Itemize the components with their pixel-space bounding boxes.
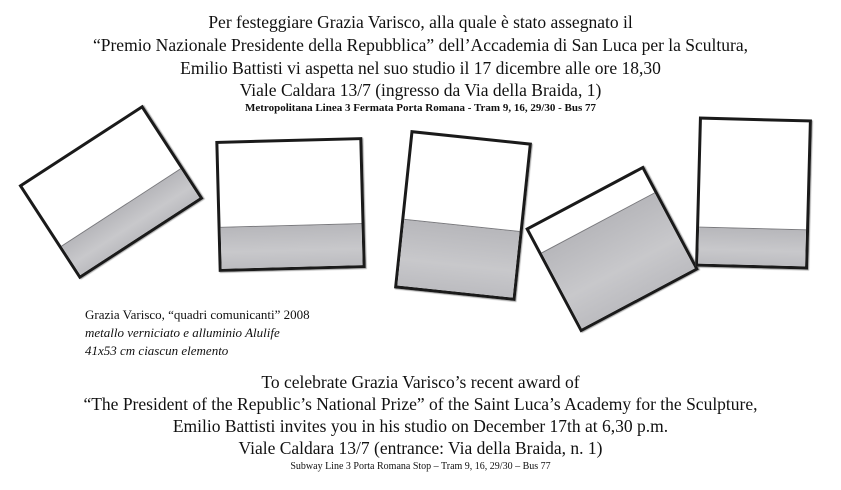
invitation-it-address: Viale Caldara 13/7 (ingresso da Via della Braida, 1)	[239, 80, 602, 100]
invitation-en-line-1: To celebrate Grazia Varisco’s recent award of	[261, 372, 580, 392]
artwork-panel-5	[695, 117, 812, 270]
invitation-en-address: Viale Caldara 13/7 (entrance: Via della Braida, n. 1)	[238, 438, 603, 458]
invitation-it-line-2: “Premio Nazionale Presidente della Repubblica” dell’Accademia di San Luca per la Scultura,	[92, 35, 749, 55]
invitation-en-line-3: Emilio Battisti invites you in his studio on December 17th at 6,30 p.m.	[172, 416, 669, 436]
invitation-it-line-3: Emilio Battisti vi aspetta nel suo studio il 17 dicembre alle ore 18,30	[180, 58, 661, 78]
caption-materials: metallo verniciato e alluminio Alulife	[85, 325, 280, 340]
invitation-it-transport: Metropolitana Linea 3 Fermata Porta Romana - Tram 9, 16, 29/30 - Bus 77	[244, 102, 597, 114]
artwork-caption	[85, 306, 310, 360]
artwork-panel-3	[394, 130, 532, 301]
artwork-panel-2	[215, 137, 365, 272]
caption-dimensions: 41x53 cm ciascun elemento	[85, 343, 229, 358]
invitation-en-line-2: “The President of the Republic’s National Prize” of the Saint Luca’s Academy for the Sculpture,	[83, 394, 758, 414]
invitation-en-transport: Subway Line 3 Porta Romana Stop – Tram 9, 16, 29/30 – Bus 77	[290, 461, 551, 472]
artwork-panel-4	[525, 165, 699, 332]
invitation-it-line-1: Per festeggiare Grazia Varisco, alla quale è stato assegnato il	[208, 12, 633, 32]
artwork-panel-1	[18, 105, 203, 280]
caption-artist-title: Grazia Varisco, “quadri comunicanti” 2008	[85, 307, 310, 322]
